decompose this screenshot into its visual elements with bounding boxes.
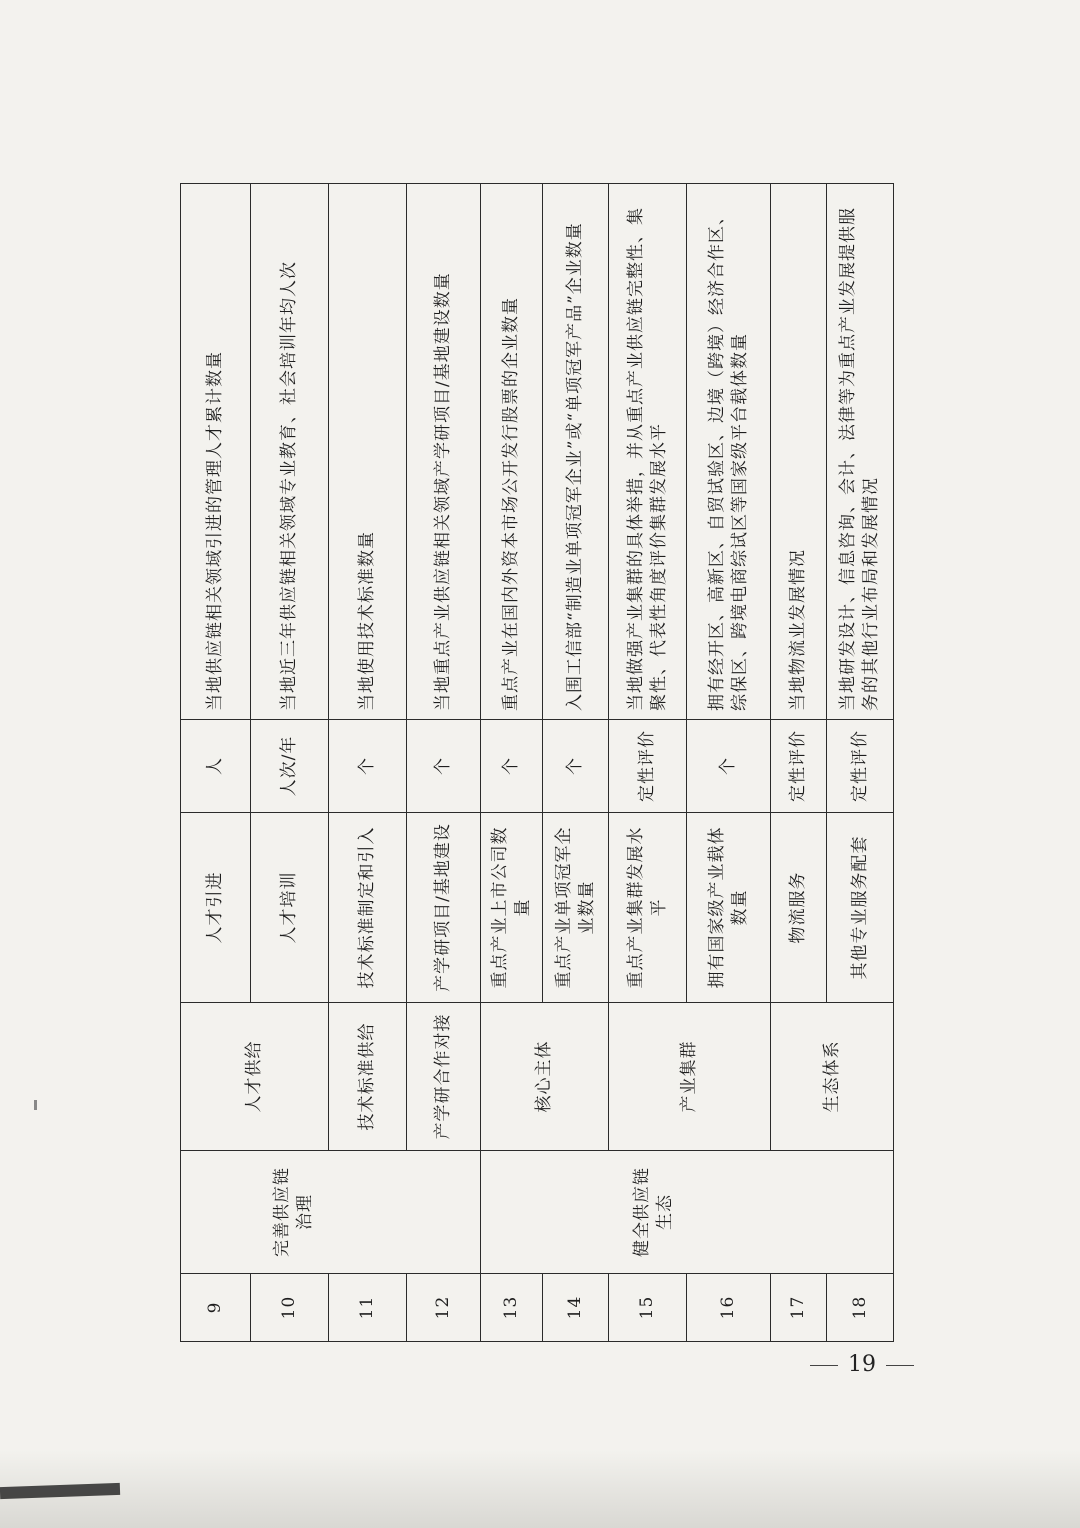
description-cell: 重点产业在国内外资本市场公开发行股票的企业数量 xyxy=(481,184,543,720)
unit-cell: 个 xyxy=(543,720,609,813)
indicator-name: 物流服务 xyxy=(771,813,827,1003)
rotated-table-region xyxy=(180,184,893,1342)
unit-cell: 个 xyxy=(329,720,407,813)
row-number: 18 xyxy=(827,1274,894,1342)
row-number: 11 xyxy=(329,1274,407,1342)
row-number: 17 xyxy=(771,1274,827,1342)
description-cell: 当地研发设计、信息咨询、会计、法律等为重点产业发展提供服务的其他行业布局和发展情况 xyxy=(827,184,894,720)
scan-speck xyxy=(34,1100,37,1110)
description-cell: 当地供应链相关领域引进的管理人才累计数量 xyxy=(181,184,251,720)
subcategory-cell: 技术标准供给 xyxy=(329,1003,407,1151)
subcategory-cell: 人才供给 xyxy=(181,1003,329,1151)
indicator-name: 拥有国家级产业载体数量 xyxy=(687,813,771,1003)
unit-cell: 定性评价 xyxy=(609,720,687,813)
description-cell: 当地近三年供应链相关领域专业教育、社会培训年均人次 xyxy=(251,184,329,720)
description-cell: 当地做强产业集群的具体举措，并从重点产业供应链完整性、集聚性、代表性角度评价集群发展水平 xyxy=(609,184,687,720)
indicator-table xyxy=(180,183,894,1342)
page-footer xyxy=(800,1352,924,1377)
table-row xyxy=(481,184,543,1342)
row-number: 10 xyxy=(251,1274,329,1342)
footer-dash-right xyxy=(886,1365,914,1366)
category-cell: 健全供应链生态 xyxy=(481,1151,894,1274)
unit-cell: 定性评价 xyxy=(771,720,827,813)
unit-cell: 个 xyxy=(687,720,771,813)
indicator-name: 其他专业服务配套 xyxy=(827,813,894,1003)
subcategory-cell: 核心主体 xyxy=(481,1003,609,1151)
row-number: 12 xyxy=(407,1274,481,1342)
indicator-name: 人才引进 xyxy=(181,813,251,1003)
description-cell: 拥有经开区、高新区、自贸试验区、边境（跨境）经济合作区、综保区、跨境电商综试区等国家级平台载体数量 xyxy=(687,184,771,720)
page-number: 19 xyxy=(848,1352,876,1377)
unit-cell: 个 xyxy=(481,720,543,813)
unit-cell: 人 xyxy=(181,720,251,813)
description-cell: 入围工信部“制造业单项冠军企业”或“单项冠军产品”企业数量 xyxy=(543,184,609,720)
indicator-name: 产学研项目/基地建设 xyxy=(407,813,481,1003)
indicator-name: 重点产业集群发展水平 xyxy=(609,813,687,1003)
indicator-name: 技术标准制定和引入 xyxy=(329,813,407,1003)
description-cell: 当地重点产业供应链相关领域产学研项目/基地建设数量 xyxy=(407,184,481,720)
row-number: 15 xyxy=(609,1274,687,1342)
subcategory-cell: 产业集群 xyxy=(609,1003,771,1151)
row-number: 9 xyxy=(181,1274,251,1342)
description-cell: 当地使用技术标准数量 xyxy=(329,184,407,720)
unit-cell: 人次/年 xyxy=(251,720,329,813)
unit-cell: 个 xyxy=(407,720,481,813)
table-row xyxy=(181,184,251,1342)
indicator-name: 重点产业上市公司数量 xyxy=(481,813,543,1003)
row-number: 16 xyxy=(687,1274,771,1342)
subcategory-cell: 产学研合作对接 xyxy=(407,1003,481,1151)
row-number: 14 xyxy=(543,1274,609,1342)
indicator-name: 重点产业单项冠军企业数量 xyxy=(543,813,609,1003)
scan-shadow xyxy=(0,1450,1080,1528)
row-number: 13 xyxy=(481,1274,543,1342)
indicator-name: 人才培训 xyxy=(251,813,329,1003)
unit-cell: 定性评价 xyxy=(827,720,894,813)
footer-dash-left xyxy=(810,1365,838,1366)
description-cell: 当地物流业发展情况 xyxy=(771,184,827,720)
subcategory-cell: 生态体系 xyxy=(771,1003,894,1151)
category-cell: 完善供应链治理 xyxy=(181,1151,481,1274)
